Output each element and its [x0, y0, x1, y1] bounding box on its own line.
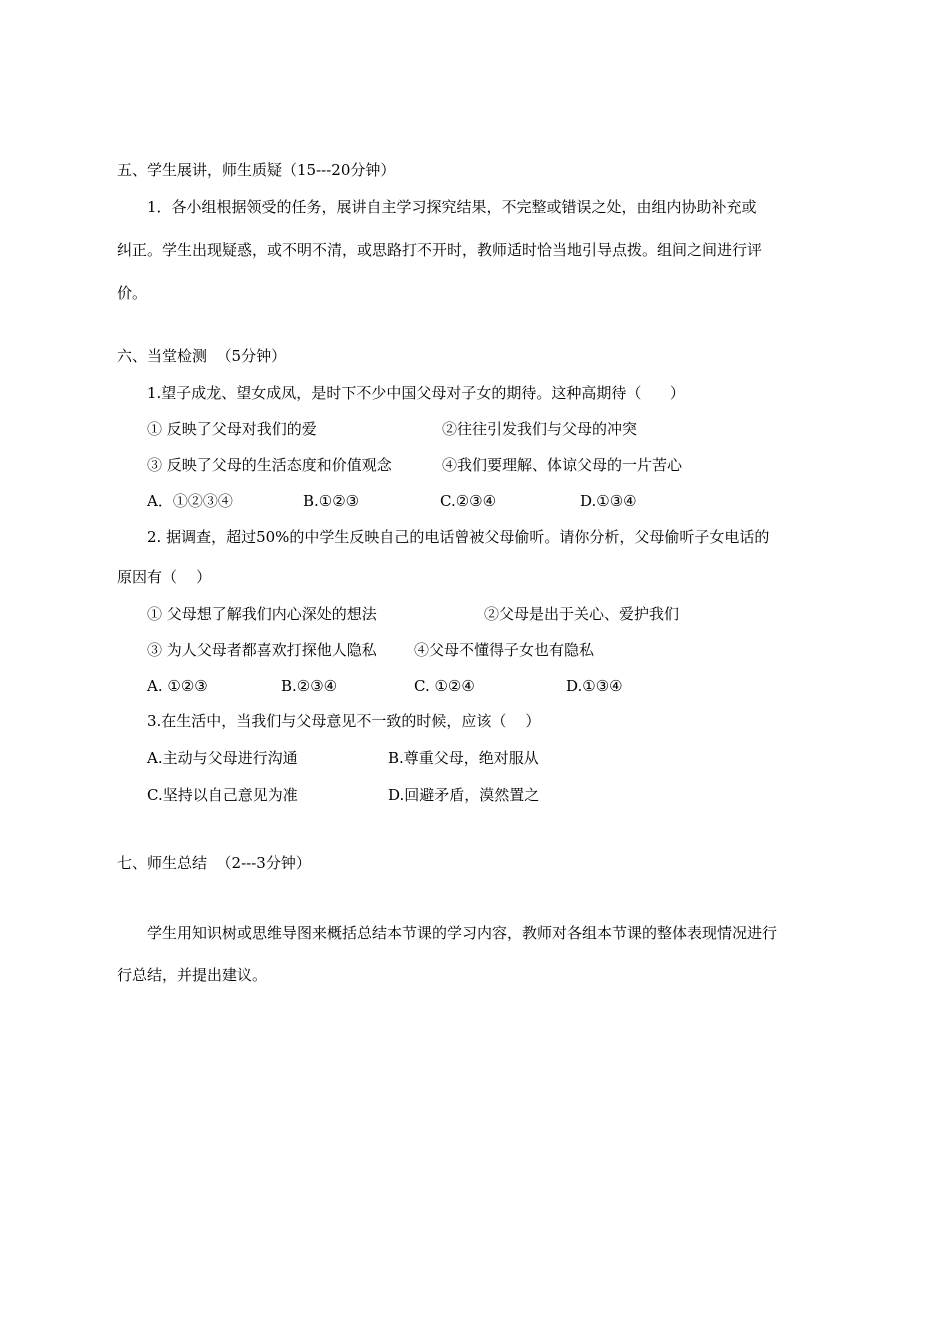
q1-choice-b: B.①②③: [303, 492, 360, 510]
q2-choice-c: C. ①②④: [414, 677, 475, 695]
q1-option-4: ④我们要理解、体谅父母的一片苦心: [442, 456, 683, 474]
section-5-heading: 五、学生展讲，师生质疑（15---20分钟）: [117, 161, 396, 179]
q1-choice-d: D.①③④: [580, 492, 637, 510]
section-5-paragraph-line-3: 价。: [117, 284, 148, 302]
q2-option-2: ②父母是出于关心、爱护我们: [484, 605, 680, 623]
q2-option-1: ① 父母想了解我们内心深处的想法: [147, 605, 377, 623]
q3-choice-a: A.主动与父母进行沟通: [147, 749, 298, 767]
q1-option-1: ① 反映了父母对我们的爱: [147, 420, 317, 438]
q1-option-3: ③ 反映了父母的生活态度和价值观念: [147, 456, 392, 474]
section-7-paragraph-line-2: 行总结，并提出建议。: [117, 966, 268, 984]
q2-choice-b: B.②③④: [281, 677, 338, 695]
section-6-heading: 六、当堂检测 （5分钟）: [117, 347, 287, 365]
q3-choice-c: C.坚持以自己意见为准: [147, 786, 298, 804]
q1-option-2: ②往往引发我们与父母的冲突: [442, 420, 638, 438]
section-7-heading: 七、师生总结 （2---3分钟）: [117, 854, 311, 872]
q3-choice-b: B.尊重父母，绝对服从: [388, 749, 539, 767]
q1-stem: 1.望子成龙、望女成凤，是时下不少中国父母对子女的期待。这种高期待（ ）: [147, 384, 685, 402]
q3-stem: 3.在生活中，当我们与父母意见不一致的时候，应该（ ）: [147, 712, 541, 730]
q2-stem-line-2: 原因有（ ）: [117, 568, 212, 586]
q2-option-4: ④父母不懂得子女也有隐私: [414, 641, 595, 659]
section-5-paragraph-line-1: 1．各小组根据领受的任务，展讲自主学习探究结果，不完整或错误之处，由组内协助补充或: [147, 198, 757, 216]
q2-stem-line-1: 2. 据调查，超过50%的中学生反映自己的电话曾被父母偷听。请你分析，父母偷听子女电话的: [147, 528, 770, 546]
q1-choice-c: C.②③④: [440, 492, 497, 510]
q2-option-3: ③ 为人父母者都喜欢打探他人隐私: [147, 641, 377, 659]
section-5-paragraph-line-2: 纠正。学生出现疑惑，或不明不清，或思路打不开时，教师适时恰当地引导点拨。组间之间进行评: [117, 241, 763, 259]
q2-choice-d: D.①③④: [566, 677, 623, 695]
q2-choice-a: A. ①②③: [147, 677, 208, 695]
q1-choice-a: A．①②③④: [147, 492, 233, 510]
section-7-paragraph-line-1: 学生用知识树或思维导图来概括总结本节课的学习内容，教师对各组本节课的整体表现情况进行: [147, 924, 778, 942]
q3-choice-d: D.回避矛盾，漠然置之: [388, 786, 540, 804]
